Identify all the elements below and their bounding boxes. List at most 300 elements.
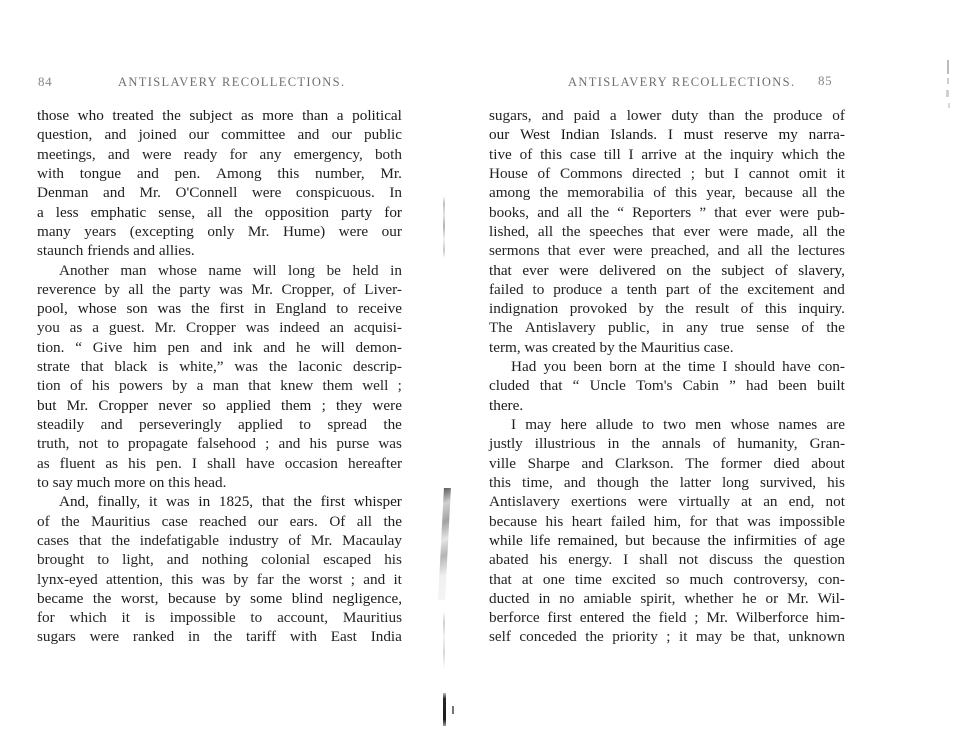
word: no (559, 589, 575, 607)
word: the (665, 300, 684, 318)
word: were (372, 396, 402, 414)
word: speeches (589, 222, 644, 240)
word: berforce (489, 609, 540, 627)
word: allude (595, 416, 633, 433)
word: must (683, 126, 714, 144)
word: and (102, 184, 125, 202)
word: but (625, 531, 645, 549)
word: falsehood (196, 435, 257, 453)
word: Mauritius (91, 512, 151, 530)
word: here (560, 416, 587, 433)
word: Cropper (98, 396, 149, 414)
word: was (201, 570, 226, 588)
word: Mr. (154, 319, 177, 337)
word: that, (753, 628, 780, 646)
word: Wil- (817, 589, 845, 607)
word: political (352, 107, 402, 124)
word: held (352, 261, 379, 279)
word: the (826, 145, 845, 163)
word: sugars, (489, 107, 532, 124)
word: the (826, 222, 845, 240)
text-line: there. (489, 396, 524, 414)
word: attention, (106, 570, 163, 588)
word: conspicuous. (295, 184, 375, 202)
word: tion (37, 377, 61, 395)
word: joined (138, 126, 177, 144)
word: excitement (747, 280, 815, 298)
word: for (229, 145, 248, 163)
word: survived, (760, 473, 817, 491)
word: never (158, 396, 193, 414)
word: the (152, 280, 171, 298)
word: impossible (779, 512, 845, 530)
word: a (92, 319, 99, 337)
word: pub- (817, 203, 845, 221)
word: his (545, 512, 564, 530)
word: died (773, 454, 800, 472)
word: in (198, 493, 211, 511)
word: Mr. (310, 531, 333, 549)
word: well (362, 377, 389, 395)
word: may (695, 628, 723, 646)
word: are (826, 416, 845, 433)
text-line (489, 125, 845, 144)
word: the (826, 319, 845, 337)
word: by (225, 589, 241, 607)
word: of (519, 145, 533, 163)
word: con- (817, 358, 845, 376)
word: pen. (156, 454, 182, 472)
word: demon- (355, 338, 402, 356)
word: by (172, 377, 188, 395)
word: produce (553, 280, 603, 298)
word: the (585, 628, 604, 646)
word: in (607, 435, 620, 453)
word: his (91, 377, 110, 395)
word: years (84, 222, 117, 240)
word: propagate (128, 435, 188, 453)
word: ranked (132, 628, 175, 646)
word: built (817, 377, 845, 395)
word: that (78, 531, 102, 549)
word: more (262, 107, 294, 124)
word: inquiry. (798, 300, 845, 318)
word: son (126, 300, 148, 318)
word: the (213, 628, 233, 646)
word: not (678, 551, 699, 569)
text-line (489, 203, 845, 222)
word: and (278, 435, 301, 453)
word: them (281, 396, 312, 414)
word: controversy, (733, 570, 808, 588)
word: Antislavery (524, 319, 596, 337)
word: I (191, 454, 197, 472)
word: field (658, 609, 687, 627)
word: books, (489, 203, 530, 221)
text-line (37, 608, 402, 627)
scan-artifact-edge-low (946, 90, 949, 97)
word: meetings, (37, 145, 96, 163)
word: than (302, 107, 329, 124)
word: the (631, 435, 650, 453)
text-line (37, 512, 402, 531)
word: of (698, 280, 712, 298)
word: his (539, 551, 558, 569)
word: ducted (489, 589, 530, 607)
word: applied (238, 416, 283, 433)
text-line (489, 241, 845, 260)
word: and (541, 107, 564, 124)
word: produce (773, 107, 823, 124)
word: opposition (264, 203, 329, 221)
word: spirit, (640, 589, 676, 607)
word: India (370, 628, 402, 646)
word: of (801, 319, 815, 337)
text-line (37, 531, 402, 550)
word: his (827, 473, 845, 491)
word: Give (92, 338, 123, 356)
word: worst (308, 570, 343, 588)
word: Mr. (787, 589, 809, 607)
word: entered (579, 609, 625, 627)
word: powers (118, 377, 163, 395)
word: of (712, 435, 726, 453)
word: it (836, 164, 845, 182)
word: this (540, 145, 563, 163)
word: Macaulay (342, 531, 402, 549)
word: be (730, 628, 745, 646)
word: he (742, 589, 757, 607)
word: remained, (557, 531, 618, 549)
word: for (384, 203, 402, 221)
word: which (781, 145, 819, 163)
word: delivered (599, 261, 656, 279)
word: been (573, 358, 603, 376)
word: man (120, 261, 147, 279)
word: that (489, 570, 512, 588)
word: was (245, 319, 270, 337)
word: committee (221, 126, 286, 144)
text-line (37, 627, 402, 646)
word: but (37, 396, 57, 414)
word: by (233, 570, 249, 588)
word: all (747, 242, 763, 260)
word: lynx-eyed (37, 570, 98, 588)
text-line (37, 280, 402, 299)
word: man (212, 377, 239, 395)
text-line (37, 145, 402, 164)
word: ” (699, 203, 707, 221)
word: in (538, 589, 551, 607)
word: in (390, 261, 402, 279)
text-line (489, 550, 845, 569)
word: ears. (289, 512, 318, 530)
word: they (336, 396, 363, 414)
folio-right: 85 (818, 73, 833, 88)
word: Liver- (364, 280, 402, 298)
word: and (136, 164, 159, 182)
word: at (521, 570, 533, 588)
text-column-right (489, 106, 845, 647)
word: fluent (59, 454, 96, 472)
word: of (288, 531, 302, 549)
word: were (559, 261, 589, 279)
word: been (778, 377, 807, 395)
word: true (720, 319, 744, 337)
word: was (166, 493, 190, 511)
word: that (80, 358, 104, 376)
word: I (733, 164, 739, 182)
word: lower (626, 107, 662, 124)
word: all (567, 203, 583, 221)
word: account, (277, 609, 329, 627)
word: to (97, 551, 110, 569)
word: virtually (678, 493, 730, 511)
word: reserve (723, 126, 768, 144)
word: of (69, 377, 83, 395)
word: them (322, 377, 353, 395)
text-line (489, 454, 845, 473)
word: ” (729, 377, 736, 395)
text-line (37, 376, 402, 395)
word: Islands. (610, 126, 658, 144)
text-line (37, 125, 402, 144)
word: the (763, 551, 783, 569)
word: his (384, 551, 402, 569)
word: in (188, 628, 200, 646)
text-line (37, 222, 402, 241)
text-line (489, 145, 845, 164)
word: of (832, 107, 845, 124)
word: but (704, 164, 725, 182)
scan-artifact-gutter-bottom (443, 693, 446, 726)
word: Mr. (251, 280, 273, 298)
word: failed (489, 280, 524, 298)
word: it (678, 628, 688, 646)
word: that (715, 512, 739, 530)
word: the (539, 184, 559, 202)
word: not (78, 435, 98, 453)
word: which (69, 609, 107, 627)
word: because (652, 531, 701, 549)
word: cannot (748, 164, 790, 182)
word: the (826, 184, 845, 202)
word: the (162, 107, 181, 124)
word: it (393, 570, 402, 588)
word: whose (158, 261, 197, 279)
word: end, (788, 493, 815, 511)
word: Mr. (139, 184, 161, 202)
word: Sharpe (527, 454, 570, 472)
word: with (37, 164, 65, 182)
scan-artifact-gutter-smudge (438, 488, 451, 600)
word: less (55, 203, 79, 221)
word: to (642, 416, 654, 433)
word: ever (745, 203, 772, 221)
word: age (823, 531, 845, 549)
word: abated (489, 551, 529, 569)
word: public, (608, 319, 650, 337)
word: our (257, 512, 279, 530)
word: narra- (808, 126, 845, 144)
word: a (37, 203, 44, 221)
word: exertions (571, 493, 627, 511)
word: whether (684, 589, 734, 607)
word: cases (37, 531, 70, 549)
text-line: term, was created by the Mauritius case. (489, 338, 734, 356)
word: tenth (626, 280, 658, 298)
word: was (747, 512, 771, 530)
word: at (684, 145, 696, 163)
word: memorabilia (567, 184, 645, 202)
word: for (689, 512, 708, 530)
word: year, (706, 184, 736, 202)
word: ; (265, 435, 270, 453)
word: subject (721, 261, 765, 279)
word: infirmities (733, 531, 797, 549)
word: in (254, 300, 266, 318)
word: Wilberforce (735, 609, 809, 627)
word: he (295, 338, 311, 356)
text-line (489, 261, 845, 280)
word: and (100, 416, 123, 433)
word: all (128, 280, 144, 298)
word: 1825, (218, 493, 254, 511)
word: is (158, 358, 169, 376)
word: was (378, 435, 402, 453)
word: will (321, 338, 345, 356)
word: industry (228, 531, 279, 549)
word: by (638, 300, 654, 318)
word: indefatigable (139, 531, 220, 549)
word: at (741, 493, 753, 511)
word: till (603, 145, 621, 163)
word: colonial (261, 551, 311, 569)
word: ink (233, 338, 253, 356)
word: him, (653, 512, 682, 530)
word: this (277, 164, 300, 182)
word: Cropper (186, 319, 236, 337)
word: knew (280, 377, 314, 395)
text-line (37, 570, 402, 589)
word: the (61, 512, 80, 530)
word: the (92, 589, 112, 607)
word: because (489, 512, 538, 530)
word: brought (37, 551, 85, 569)
text-line (37, 492, 402, 511)
word: I (623, 551, 629, 569)
word: I (722, 358, 728, 376)
word: excited (612, 570, 656, 588)
scan-artifact-gutter-lower (443, 611, 445, 669)
text-line (37, 415, 402, 434)
word: because (167, 589, 216, 607)
word: ville (489, 454, 516, 472)
text-line (489, 589, 845, 608)
word: Gran- (809, 435, 845, 453)
word: spread (327, 416, 367, 433)
word: our (188, 126, 209, 144)
word: name (208, 261, 242, 279)
text-line (37, 357, 402, 376)
word: to (107, 435, 119, 453)
word: cluded (489, 377, 530, 395)
word: to (336, 300, 349, 318)
text-line (489, 280, 845, 299)
word: Among (216, 164, 262, 182)
word: any (259, 145, 282, 163)
word: our (489, 126, 510, 144)
word: ; (350, 570, 355, 588)
word: tariff (246, 628, 277, 646)
word: public (364, 126, 402, 144)
word: may (525, 416, 552, 433)
word: the (268, 358, 288, 376)
word: Hume) (282, 222, 326, 240)
word: at (644, 358, 656, 376)
word: Cropper, (281, 280, 335, 298)
word: the (590, 203, 610, 221)
word: whose (77, 300, 117, 318)
text-line (37, 550, 402, 569)
word: pool, (37, 300, 68, 318)
word: I (667, 126, 673, 144)
scan-artifact-edge-mid (947, 78, 949, 84)
word: who (77, 107, 104, 124)
word: light, (122, 551, 154, 569)
word: the (281, 570, 301, 588)
word: self (489, 628, 511, 646)
word: of (803, 531, 817, 549)
word: were (718, 222, 749, 240)
word: Antislavery (489, 493, 560, 511)
word: The (685, 454, 709, 472)
word: “ (617, 203, 625, 221)
word: first (547, 609, 572, 627)
word: Mr. (247, 222, 270, 240)
word: the (692, 261, 711, 279)
text-line (489, 512, 845, 531)
word: to (299, 416, 311, 433)
word: sense, (158, 203, 195, 221)
word: and (107, 145, 130, 163)
word: became (37, 589, 84, 607)
word: were (779, 203, 809, 221)
word: it (148, 493, 158, 511)
word: names (778, 416, 818, 433)
word: steadily (37, 416, 85, 433)
word: men (695, 416, 722, 433)
word: of (775, 261, 788, 279)
word: I (511, 416, 517, 433)
word: acquisi- (353, 319, 402, 337)
word: long (288, 261, 316, 279)
word: to (532, 280, 545, 298)
word: was (157, 300, 182, 318)
word: first (320, 493, 346, 511)
word: “ (75, 338, 82, 356)
text-line (37, 261, 402, 280)
scan-artifact-gutter-dot (452, 706, 454, 714)
word: provoked (569, 300, 628, 318)
text-line (37, 318, 402, 337)
text-line: staunch friends and allies. (37, 242, 195, 260)
word: all (801, 184, 818, 202)
word: among (489, 184, 531, 202)
word: West (519, 126, 550, 144)
word: all (207, 203, 223, 221)
word: pen. (174, 164, 201, 182)
